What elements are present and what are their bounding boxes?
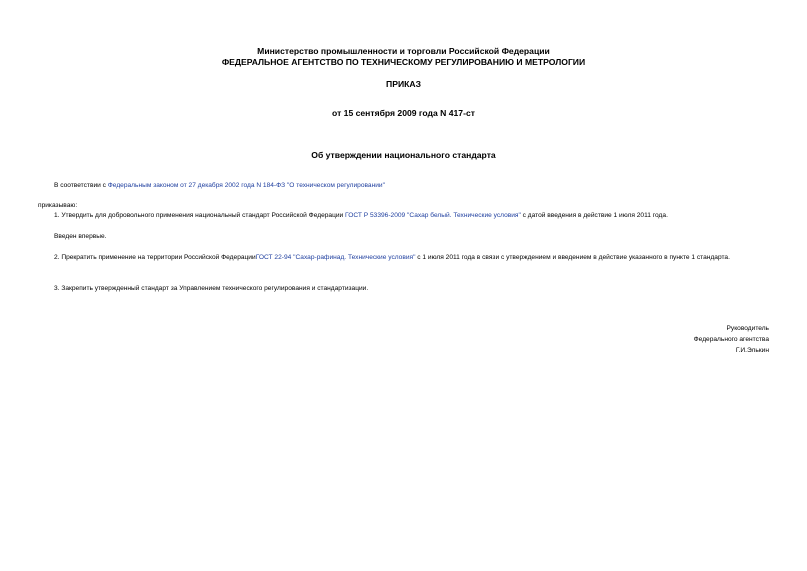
item-2-suffix: с 1 июля 2011 года в связи с утверждением и введением в действие указанного в пункте 1 стандарта.: [415, 254, 730, 261]
item-1-prefix: 1. Утвердить для добровольного применения национальный стандарт Российской Федерации: [54, 212, 346, 219]
gost-22-94-link[interactable]: ГОСТ 22-94 "Сахар-рафинад. Технические условия": [255, 254, 416, 261]
order-word: приказываю:: [38, 202, 78, 209]
document-subject: Об утверждении национального стандарта: [311, 150, 496, 160]
first-time-note: Введен впервые.: [54, 233, 107, 240]
document-date-number: от 15 сентября 2009 года N 417-ст: [332, 108, 475, 118]
intro-prefix: В соответствии с: [54, 182, 108, 189]
federal-law-link[interactable]: Федеральным законом от 27 декабря 2002 года N 184-ФЗ "О техническом регулировании": [107, 182, 385, 189]
item-3-paragraph: 3. Закрепить утвержденный стандарт за Управлением технического регулирования и стандартизации.: [54, 285, 369, 292]
agency-title: ФЕДЕРАЛЬНОЕ АГЕНТСТВО ПО ТЕХНИЧЕСКОМУ РЕГУЛИРОВАНИЮ И МЕТРОЛОГИИ: [221, 57, 586, 67]
ministry-title: Министерство промышленности и торговли Российской Федерации: [257, 46, 550, 56]
document-type: ПРИКАЗ: [386, 79, 421, 89]
signature-name: Г.И.Элькин: [735, 347, 769, 354]
item-1-suffix: с датой введения в действие 1 июля 2011 года.: [520, 212, 668, 219]
item-1-paragraph: [54, 211, 668, 220]
signature-position-line-1: Руководитель: [726, 325, 769, 332]
gost-53396-link[interactable]: ГОСТ Р 53396-2009 "Сахар белый. Технические условия": [345, 212, 521, 219]
item-2-paragraph: [38, 253, 768, 262]
signature-position-line-2: Федерального агентства: [693, 336, 769, 343]
item-2-prefix: 2. Прекратить применение на территории Российской Федерации: [54, 254, 256, 261]
intro-paragraph: [54, 181, 385, 190]
